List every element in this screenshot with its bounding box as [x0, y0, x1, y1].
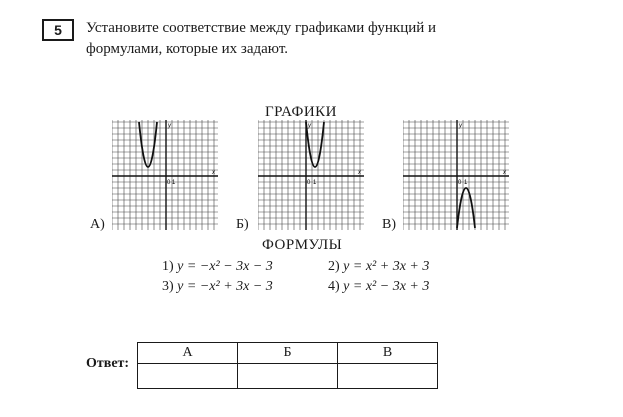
formula-3-text: y = −x² + 3x − 3 — [177, 279, 273, 294]
answer-header-c: В — [338, 343, 438, 364]
graph-b-origin: 0 — [307, 180, 311, 186]
graph-a-grid — [112, 120, 218, 230]
graph-b-grid — [258, 120, 364, 230]
graph-c-y-label: y — [459, 123, 462, 129]
graph-b-one: 1 — [313, 180, 317, 186]
graph-b — [258, 120, 364, 230]
graph-c-origin: 0 — [458, 180, 462, 186]
answer-input-row — [138, 364, 438, 389]
formula-2-num: 2) — [328, 259, 340, 274]
graphs-heading: ГРАФИКИ — [265, 104, 338, 120]
formula-4 — [328, 279, 429, 295]
graph-c-x-label: x — [503, 170, 506, 176]
answer-cell-b[interactable] — [238, 364, 338, 389]
graph-a-one: 1 — [172, 180, 176, 186]
graph-b-x-label: x — [358, 170, 361, 176]
answer-label: Ответ: — [86, 356, 130, 371]
answer-cell-a[interactable] — [138, 364, 238, 389]
graph-c-grid — [403, 120, 509, 230]
formulas-heading: ФОРМУЛЫ — [262, 237, 343, 253]
formula-4-text: y = x² − 3x + 3 — [343, 279, 430, 294]
graph-a-y-label: y — [168, 123, 171, 129]
formula-1-num: 1) — [162, 259, 174, 274]
graph-a-origin: 0 — [167, 180, 171, 186]
task-text-line2: формулами, которые их задают. — [86, 41, 288, 57]
graph-a-x-label: x — [212, 170, 215, 176]
formula-4-num: 4) — [328, 279, 340, 294]
graph-a-label: А) — [90, 217, 105, 232]
answer-header-a: А — [138, 343, 238, 364]
answer-cell-c[interactable] — [338, 364, 438, 389]
answer-header-b: Б — [238, 343, 338, 364]
graph-c-one: 1 — [464, 180, 468, 186]
graph-b-y-label: y — [308, 123, 311, 129]
formula-3 — [162, 279, 273, 295]
formula-1-text: y = −x² − 3x − 3 — [177, 259, 273, 274]
graph-c — [403, 120, 509, 230]
formula-3-num: 3) — [162, 279, 174, 294]
graph-b-label: Б) — [236, 217, 249, 232]
graph-a — [112, 120, 218, 230]
formula-2 — [328, 259, 429, 275]
answer-table — [137, 342, 438, 389]
formula-1 — [162, 259, 273, 275]
graph-c-label: В) — [382, 217, 396, 232]
task-text-line1: Установите соответствие между графиками функций и — [86, 20, 437, 36]
answer-header-row — [138, 343, 438, 364]
formula-2-text: y = x² + 3x + 3 — [343, 259, 430, 274]
task-number: 5 — [42, 19, 74, 41]
